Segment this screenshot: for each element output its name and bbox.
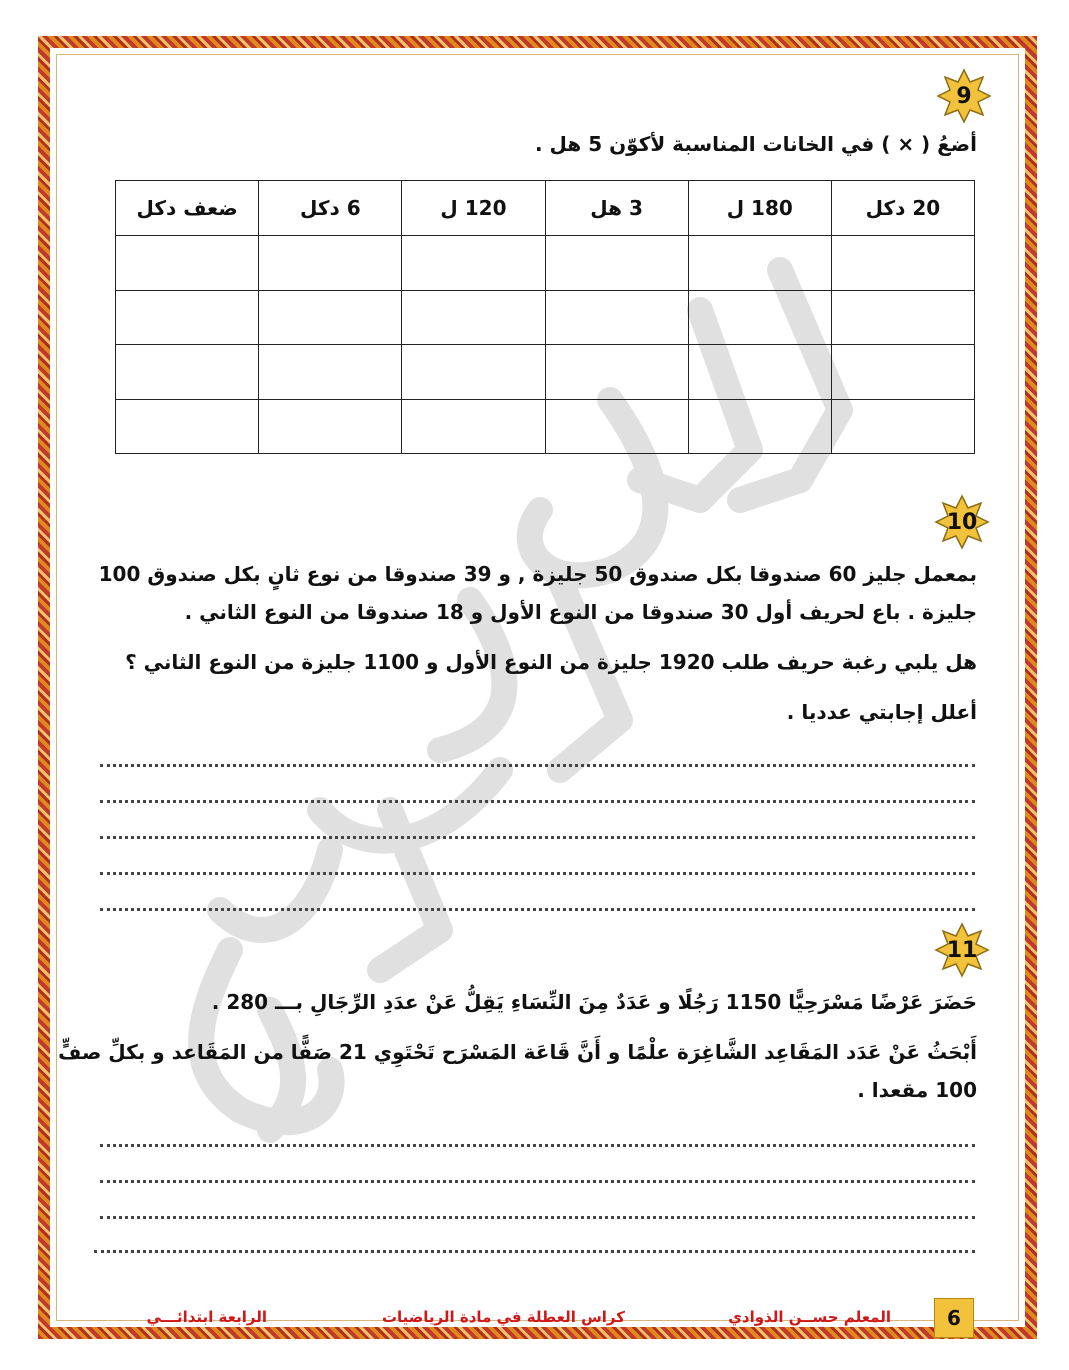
table-row: [116, 345, 975, 400]
answer-cell[interactable]: [402, 236, 545, 291]
answer-cell[interactable]: [545, 399, 688, 454]
ex10-line1: بمعمل جليز 60 صندوقا بكل صندوق 50 جليزة , و 39 صندوقا من نوع ثانٍ بكل صندوق 100: [98, 562, 977, 586]
answer-cell[interactable]: [259, 290, 402, 345]
answer-cell[interactable]: [688, 236, 831, 291]
ex10-question: هل يلبي رغبة حريف طلب 1920 جليزة من النوع الأول و 1100 جليزة من النوع الثاني ؟: [125, 650, 977, 674]
answer-line[interactable]: [100, 906, 975, 911]
table-row: [116, 290, 975, 345]
answer-cell[interactable]: [831, 399, 974, 454]
answer-cell[interactable]: [831, 345, 974, 400]
answer-table: [115, 180, 975, 454]
footer-teacher: المعلم حســن الذوادي: [728, 1308, 891, 1326]
answer-line[interactable]: [100, 798, 975, 803]
exercise-number: 10: [946, 509, 978, 535]
answer-cell[interactable]: [116, 399, 259, 454]
answer-cell[interactable]: [688, 290, 831, 345]
table-header-row: [116, 181, 975, 236]
page-number: 6: [934, 1298, 974, 1338]
table-header-cell: 20 دكل: [831, 181, 974, 236]
exercise-number: 11: [946, 937, 978, 963]
answer-cell[interactable]: [259, 399, 402, 454]
table-header-cell: 3 هل: [545, 181, 688, 236]
answer-line[interactable]: [100, 870, 975, 875]
ex11-line2: أَبْحَثُ عَنْ عَدَد المَقَاعِد الشَّاغِرَة علْمًا و أَنَّ قَاعَة المَسْرَح تَحْتَوِي 21 صَفًّا من المَقَاعد و بكلِّ صفٍّ: [58, 1040, 977, 1064]
answer-cell[interactable]: [545, 236, 688, 291]
answer-cell[interactable]: [688, 399, 831, 454]
answer-cell[interactable]: [688, 345, 831, 400]
answer-line[interactable]: [100, 834, 975, 839]
answer-line[interactable]: [100, 1214, 975, 1219]
answer-line[interactable]: [100, 1178, 975, 1183]
table-row: [116, 236, 975, 291]
answer-line[interactable]: [100, 1142, 975, 1147]
answer-cell[interactable]: [545, 290, 688, 345]
answer-cell[interactable]: [116, 345, 259, 400]
exercise-number: 9: [956, 83, 972, 109]
answer-cell[interactable]: [545, 345, 688, 400]
answer-cell[interactable]: [402, 399, 545, 454]
answer-cell[interactable]: [831, 236, 974, 291]
ex10-instruction: أعلل إجابتي عدديا .: [786, 700, 977, 724]
ex9-instruction: أضعُ ( × ) في الخانات المناسبة لأكوّن 5 هل .: [534, 132, 977, 156]
exercise-10-badge: [934, 494, 990, 550]
ex10-line2: جليزة . باع لحريف أول 30 صندوقا من النوع الأول و 18 صندوقا من النوع الثاني .: [184, 600, 977, 624]
answer-cell[interactable]: [259, 345, 402, 400]
table-header-cell: ضعف دكل: [116, 181, 259, 236]
footer-grade: الرابعة ابتدائـــي: [146, 1308, 267, 1326]
table-header-cell: 180 ل: [688, 181, 831, 236]
exercise-9-badge: [936, 68, 992, 124]
footer-booklet-title: كراس العطلة في مادة الرياضيات: [381, 1308, 625, 1326]
answer-line[interactable]: [100, 762, 975, 767]
answer-cell[interactable]: [831, 290, 974, 345]
answer-cell[interactable]: [402, 345, 545, 400]
table-row: [116, 399, 975, 454]
answer-cell[interactable]: [402, 290, 545, 345]
ex11-line3: 100 مقعدا .: [857, 1078, 977, 1102]
exercise-11-badge: [934, 922, 990, 978]
table-header-cell: 6 دكل: [259, 181, 402, 236]
answer-cell[interactable]: [259, 236, 402, 291]
table-header-cell: 120 ل: [402, 181, 545, 236]
ex11-line1: حَضَرَ عَرْضًا مَسْرَحِيًّا 1150 رَجُلًا و عَدَدٌ مِنَ النِّسَاءِ يَقِلُّ عَنْ عدَدِ الرِّجَالِ بـــ 280 .: [211, 990, 977, 1014]
answer-line[interactable]: [94, 1248, 975, 1253]
answer-cell[interactable]: [116, 236, 259, 291]
answer-cell[interactable]: [116, 290, 259, 345]
